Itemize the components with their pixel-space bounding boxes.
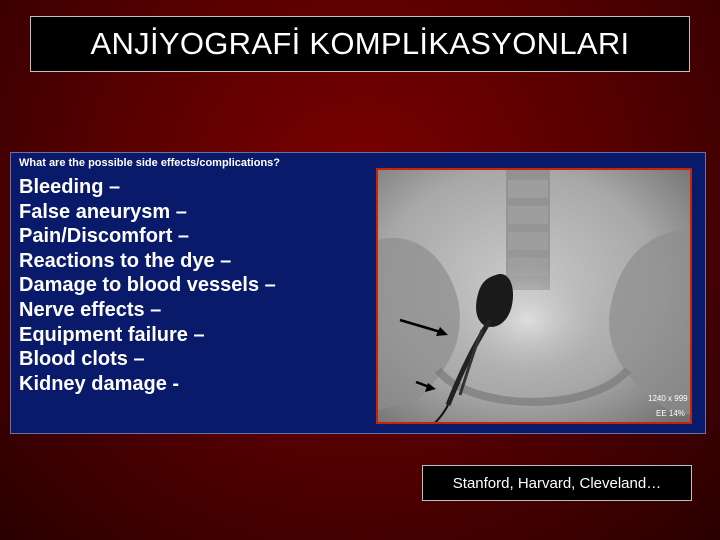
citation-box [422, 465, 692, 501]
citation-text: Stanford, Harvard, Cleveland… [452, 474, 662, 492]
complication-list [19, 175, 276, 396]
list-item: Blood clots – [19, 348, 145, 371]
image-size-label: 1240 x 999 [648, 394, 688, 403]
list-item: Nerve effects – [19, 298, 162, 321]
list-item: Pain/Discomfort – [19, 225, 190, 248]
list-item: Equipment failure – [19, 323, 205, 346]
list-item: Damage to blood vessels – [19, 274, 276, 297]
question-heading: What are the possible side effects/complications? [19, 157, 281, 169]
list-item: Reactions to the dye – [19, 249, 232, 272]
list-item: Bleeding – [19, 176, 121, 198]
angiography-xray-image [376, 168, 692, 424]
slide-title-box [30, 16, 690, 72]
list-item: Kidney damage - [19, 372, 180, 395]
slide-title: ANJİYOGRAFİ KOMPLİKASYONLARI [90, 26, 630, 61]
content-panel [10, 152, 706, 434]
image-ee-label: EE 14% [656, 409, 685, 418]
list-item: False aneurysm – [19, 200, 187, 223]
